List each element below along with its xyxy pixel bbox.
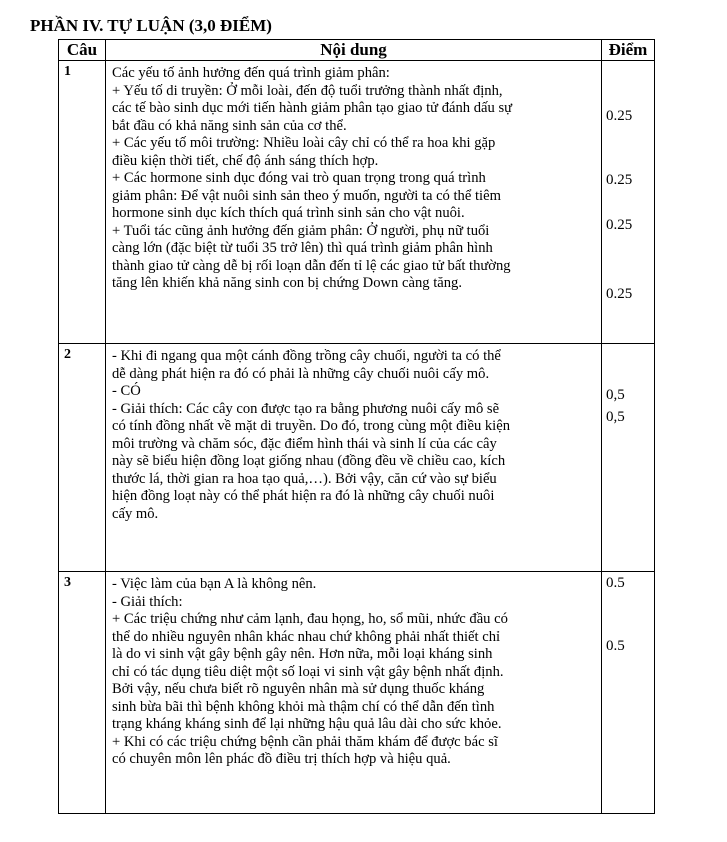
- content-line: là do vi sinh vật gây bệnh gây nên. Hơn nữa, mỗi loại kháng sinh: [112, 646, 493, 662]
- content-line: + Các yếu tố môi trường: Nhiều loài cây chỉ có thể ra hoa khi gặp: [112, 135, 496, 151]
- answer-table: [58, 39, 655, 814]
- table-row: [59, 61, 655, 344]
- score-value: 0.25: [606, 172, 633, 188]
- content-line: thành giao tử càng dễ bị rối loạn dẫn đến tỉ lệ các giao tử bất thường: [112, 257, 511, 274]
- answer-content: [106, 61, 602, 344]
- score-value: 0.5: [606, 638, 625, 654]
- table-header-row: [59, 40, 655, 61]
- section-heading: PHẦN IV. TỰ LUẬN (3,0 ĐIỂM): [30, 16, 272, 35]
- answer-content: [106, 344, 602, 572]
- content-line: + Khi có các triệu chứng bệnh cần phải thăm khám để được bác sĩ: [112, 733, 498, 750]
- content-line: dễ dàng phát hiện ra đó có phải là những cây chuối nuôi cấy mô.: [112, 365, 490, 382]
- table-row: [59, 572, 655, 814]
- content-line: trạng kháng kháng sinh để lại những hậu quả lâu dài cho sức khỏe.: [112, 716, 502, 732]
- content-line: - Việc làm của bạn A là không nên.: [112, 576, 317, 592]
- score-value: 0.25: [606, 217, 633, 233]
- content-line: càng lớn (đặc biệt từ tuổi 35 trở lên) thì quá trình giảm phân hình: [112, 240, 493, 256]
- content-line: sinh bừa bãi thì bệnh không khỏi mà thậm chí có thể dẫn đến tình: [112, 698, 495, 715]
- content-line: môi trường và chăm sóc, đặc điểm hình thái và sinh lí của các cây: [112, 435, 497, 452]
- content-line: giảm phân: Để vật nuôi sinh sản theo ý muốn, người ta có thể tiêm: [112, 187, 501, 204]
- content-line: có tính đồng nhất về mặt di truyền. Do đó, trong cùng một điều kiện: [112, 418, 511, 434]
- content-line: điều kiện thời tiết, chế độ ánh sáng thích hợp.: [112, 152, 379, 169]
- content-line: - Giải thích:: [112, 593, 183, 610]
- content-line: Các yếu tố ảnh hưởng đến quá trình giảm phân:: [112, 65, 390, 81]
- content-line: + Các hormone sinh dục đóng vai trò quan trọng trong quá trình: [112, 170, 486, 186]
- header-diem: Điểm: [602, 40, 655, 61]
- score-value: 0,5: [606, 409, 625, 425]
- content-line: thể do nhiều nguyên nhân khác nhau chứ không phải nhất thiết chỉ: [112, 628, 501, 645]
- question-number: 1: [59, 61, 106, 344]
- content-line: bắt đầu có khả năng sinh sản của cơ thể.: [112, 117, 347, 134]
- content-line: chỉ có tác dụng tiêu diệt một số loại vi sinh vật gây bệnh nhất định.: [112, 663, 504, 680]
- content-line: hiện đồng loạt này có thể phát hiện ra đó là những cây chuối nuôi: [112, 488, 495, 504]
- content-line: + Các triệu chứng như cảm lạnh, đau họng, ho, sổ mũi, nhức đầu có: [112, 611, 508, 627]
- content-line: thước lá, thời gian ra hoa tạo quả,…). Bởi vậy, căn cứ vào sự biểu: [112, 470, 497, 487]
- content-line: - Khi đi ngang qua một cánh đồng trồng cây chuối, người ta có thể: [112, 348, 501, 364]
- score-cell: [602, 344, 655, 572]
- content-line: có chuyên môn lên phác đồ điều trị thích hợp và hiệu quả.: [112, 751, 451, 767]
- score-value: 0.5: [606, 575, 625, 591]
- content-line: này sẽ biểu hiện đồng loạt giống nhau (đồng đều về chiều cao, kích: [112, 453, 506, 469]
- question-number: 3: [59, 572, 106, 814]
- content-line: + Yếu tố di truyền: Ở mỗi loài, đến độ tuổi trưởng thành nhất định,: [112, 82, 503, 99]
- content-line: hormone sinh dục kích thích quá trình sinh sản cho vật nuôi.: [112, 205, 465, 221]
- content-line: tăng lên khiến khả năng sinh con bị chứng Down càng tăng.: [112, 275, 462, 291]
- table-row: [59, 344, 655, 572]
- content-line: cấy mô.: [112, 505, 159, 522]
- score-value: 0.25: [606, 108, 633, 124]
- content-line: - Giải thích: Các cây con được tạo ra bằng phương nuôi cấy mô sẽ: [112, 400, 500, 417]
- content-line: - CÓ: [112, 383, 141, 399]
- content-line: + Tuổi tác cũng ảnh hưởng đến giảm phân: Ở người, phụ nữ tuổi: [112, 222, 490, 239]
- score-cell: [602, 61, 655, 344]
- header-noi-dung: Nội dung: [106, 40, 602, 61]
- answer-content: [106, 572, 602, 814]
- score-value: 0.25: [606, 286, 633, 302]
- content-line: Bởi vậy, nếu chưa biết rõ nguyên nhân mà sử dụng thuốc kháng: [112, 681, 485, 697]
- score-value: 0,5: [606, 387, 625, 403]
- score-cell: [602, 572, 655, 814]
- question-number: 2: [59, 344, 106, 572]
- header-cau: Câu: [59, 40, 106, 61]
- content-line: các tế bào sinh dục mới tiến hành giảm phân tạo giao tử đánh dấu sự: [112, 100, 513, 116]
